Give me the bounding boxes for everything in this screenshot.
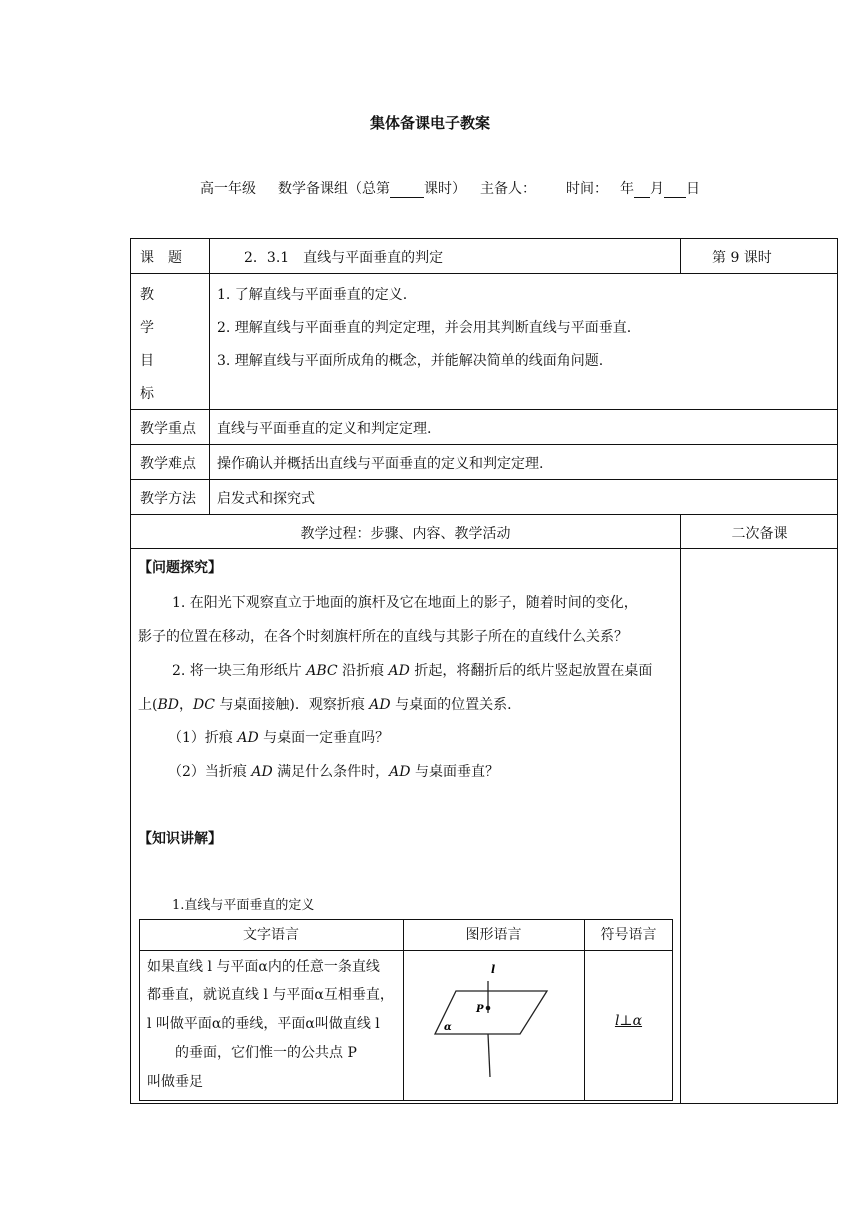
group-prefix: 数学备课组（总第 (278, 181, 390, 197)
page-title: 集体备课电子教案 (369, 114, 490, 132)
goals-label-4: 标 (140, 386, 154, 402)
row-divider (130, 273, 838, 274)
time-label: 时间： (566, 181, 608, 197)
day-label: 日 (686, 181, 700, 197)
month-label: 月 (650, 181, 664, 197)
question-2-line-1: 2. 将一块三角形纸片 ABC 沿折痕 AD 折起，将翻折后的纸片竖起放置在桌面 (172, 663, 653, 679)
point-p (486, 1006, 491, 1011)
label-plane-alpha: α (444, 1022, 452, 1033)
sub-question-2: （2）当折痕 AD 满足什么条件时，AD 与桌面垂直？ (168, 764, 499, 780)
col-divider (209, 238, 210, 514)
grade: 高一年级 (200, 181, 256, 197)
row-divider (130, 409, 838, 410)
col-divider (680, 238, 681, 274)
total-lesson-blank (390, 183, 424, 198)
section-heading-knowledge: 【知识讲解】 (138, 831, 222, 847)
method-content: 启发式和探究式 (217, 491, 315, 507)
definition-line: 如果直线 l 与平面α内的任意一条直线 (147, 959, 380, 975)
process-header: 教学过程：步骤、内容、教学活动 (300, 526, 511, 542)
goals-label-3: 目 (140, 353, 154, 369)
definition-title: 1.直线与平面垂直的定义 (172, 898, 315, 913)
line-lower-segment (488, 1034, 490, 1077)
section-heading-inquiry: 【问题探究】 (138, 560, 222, 576)
definition-line: l 叫做平面α的垂线，平面α叫做直线 l (147, 1016, 380, 1032)
label-point-p: P (476, 1004, 484, 1015)
lesson-number: 第 9 课时 (712, 250, 772, 266)
topic-label: 课 题 (140, 250, 182, 266)
header-text-language: 文字语言 (243, 927, 299, 943)
plane-alpha (435, 991, 547, 1034)
goal-item: 3. 理解直线与平面所成角的概念，并能解决简单的线面角问题. (217, 353, 604, 369)
goals-label-1: 教 (140, 287, 154, 303)
method-label: 教学方法 (140, 491, 196, 507)
group-suffix: 课时） (424, 181, 466, 197)
perpendicular-figure (404, 951, 584, 1101)
row-divider (130, 444, 838, 445)
row-divider (130, 479, 838, 480)
difficulty-label: 教学难点 (140, 456, 196, 472)
question-1-line-1: 1. 在阳光下观察直立于地面的旗杆及它在地面上的影子，随着时间的变化， (172, 595, 638, 611)
header-graphic-language: 图形语言 (465, 927, 522, 943)
definition-line: 的垂面，它们惟一的公共点 P (175, 1045, 357, 1061)
preparer-label: 主备人： (480, 181, 536, 197)
year-label: 年 (620, 181, 634, 197)
symbol-notation: l⊥α (614, 1013, 643, 1029)
definition-table-divider (584, 919, 585, 1101)
day-blank (664, 183, 686, 198)
row-divider (130, 514, 838, 515)
goal-item: 2. 理解直线与平面垂直的判定定理，并会用其判断直线与平面垂直. (217, 320, 632, 336)
question-2-line-2: 上(BD，DC 与桌面接触)．观察折痕 AD 与桌面的位置关系. (138, 697, 512, 713)
label-line-l: l (491, 963, 496, 976)
key-content: 直线与平面垂直的定义和判定定理. (217, 421, 432, 437)
difficulty-content: 操作确认并概括出直线与平面垂直的定义和判定定理. (217, 456, 544, 472)
key-label: 教学重点 (140, 421, 196, 437)
lesson-meta (200, 178, 700, 198)
definition-line: 都垂直，就说直线 l 与平面α互相垂直， (147, 987, 394, 1003)
sub-question-1: （1）折痕 AD 与桌面一定垂直吗？ (168, 730, 390, 746)
col-divider (680, 514, 681, 1104)
row-divider (130, 548, 838, 549)
second-prep-header: 二次备课 (731, 526, 788, 542)
goals-label-2: 学 (140, 320, 154, 336)
month-blank (634, 183, 650, 198)
topic-title: 2．3.1 直线与平面垂直的判定 (244, 250, 444, 266)
goal-item: 1. 了解直线与平面垂直的定义. (217, 287, 408, 303)
header-symbol-language: 符号语言 (600, 927, 657, 943)
question-1-line-2: 影子的位置在移动，在各个时刻旗杆所在的直线与其影子所在的直线什么关系？ (138, 629, 628, 645)
definition-line: 叫做垂足 (147, 1074, 203, 1090)
